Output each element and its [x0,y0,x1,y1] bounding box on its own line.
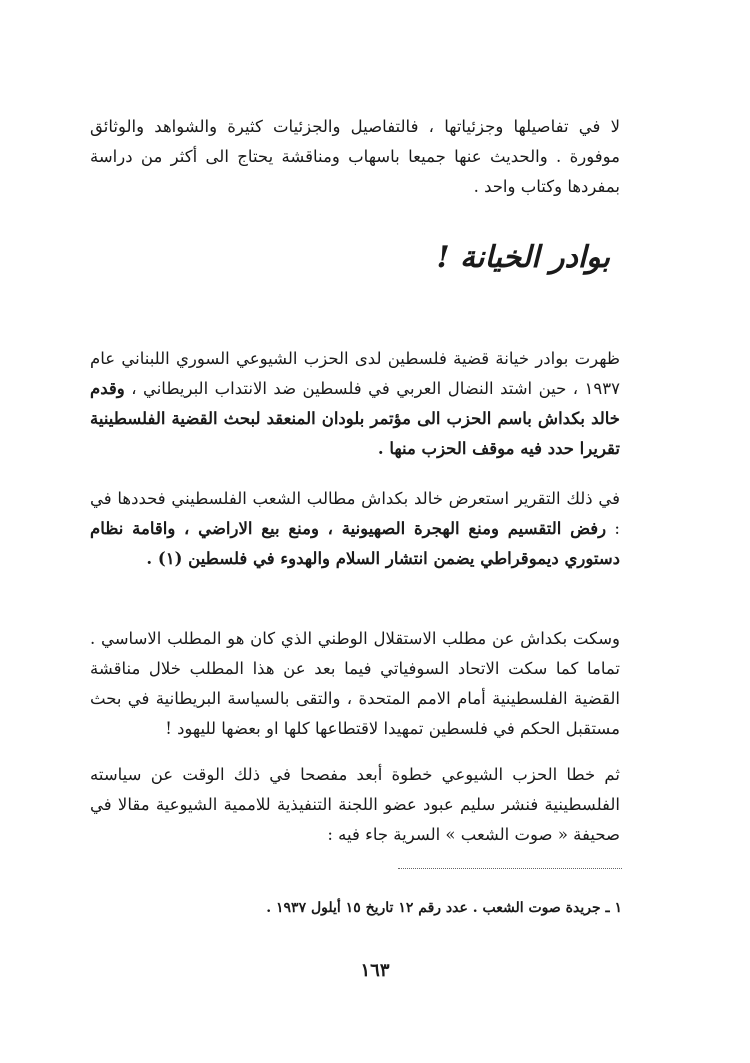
paragraph-2-bold-text: رفض التقسيم ومنع الهجرة الصهيونية ، ومنع بيع الاراضي ، واقامة نظام دستوري ديموقراطي يضمن انتشار السلام والهدوء في فلسطين (١) . [90,519,620,568]
paragraph-2-text: في ذلك التقرير استعرض خالد بكداش مطالب الشعب الفلسطيني فحددها في : [90,489,620,538]
section-heading: بوادر الخيانة ! [436,240,610,275]
footnote-separator [398,868,622,869]
intro-paragraph: لا في تفاصيلها وجزئياتها ، فالتفاصيل والجزئيات كثيرة والشواهد والوثائق موفورة . والحديث عنها جميعا باسهاب ومناقشة يحتاج الى أكثر من دراسة بمفردها وكتاب واحد . [90,117,620,196]
paragraph-4: ثم خطا الحزب الشيوعي خطوة أبعد مفصحا في ذلك الوقت عن سياسته الفلسطينية فنشر سليم عبود عضو اللجنة التنفيذية للاممية الشيوعية مقالا في صحيفة « صوت الشعب » السرية جاء فيه : [90,765,620,844]
paragraph-3: وسكت بكداش عن مطلب الاستقلال الوطني الذي كان هو المطلب الاساسي . تماما كما سكت الاتحاد السوفياتي فيما بعد عن هذا المطلب خلال مناقشة القضية الفلسطينية أمام الامم المتحدة ، والتقى بالسياسة البريطانية في بحث مستقبل الحكم في فلسطين تمهيدا لاقتطاعها كلها او بعضها لليهود ! [90,629,620,738]
paragraph-1 [90,344,620,464]
page-number: ١٦٣ [360,960,390,981]
footnote: ١ ـ جريدة صوت الشعب . عدد رقم ١٢ تاريخ ١٥ أيلول ١٩٣٧ . [266,900,622,916]
paragraph-2 [90,484,620,574]
paragraph-1-bold-text: وقدم خالد بكداش باسم الحزب الى مؤتمر بلودان المنعقد لبحث القضية الفلسطينية تقريرا حدد فيه موقف الحزب منها . [90,379,620,458]
paragraph-1-text: ظهرت بوادر خيانة قضية فلسطين لدى الحزب الشيوعي السوري اللبناني عام ١٩٣٧ ، حين اشتد النضال العربي في فلسطين ضد الانتداب البريطاني ، [90,349,620,398]
